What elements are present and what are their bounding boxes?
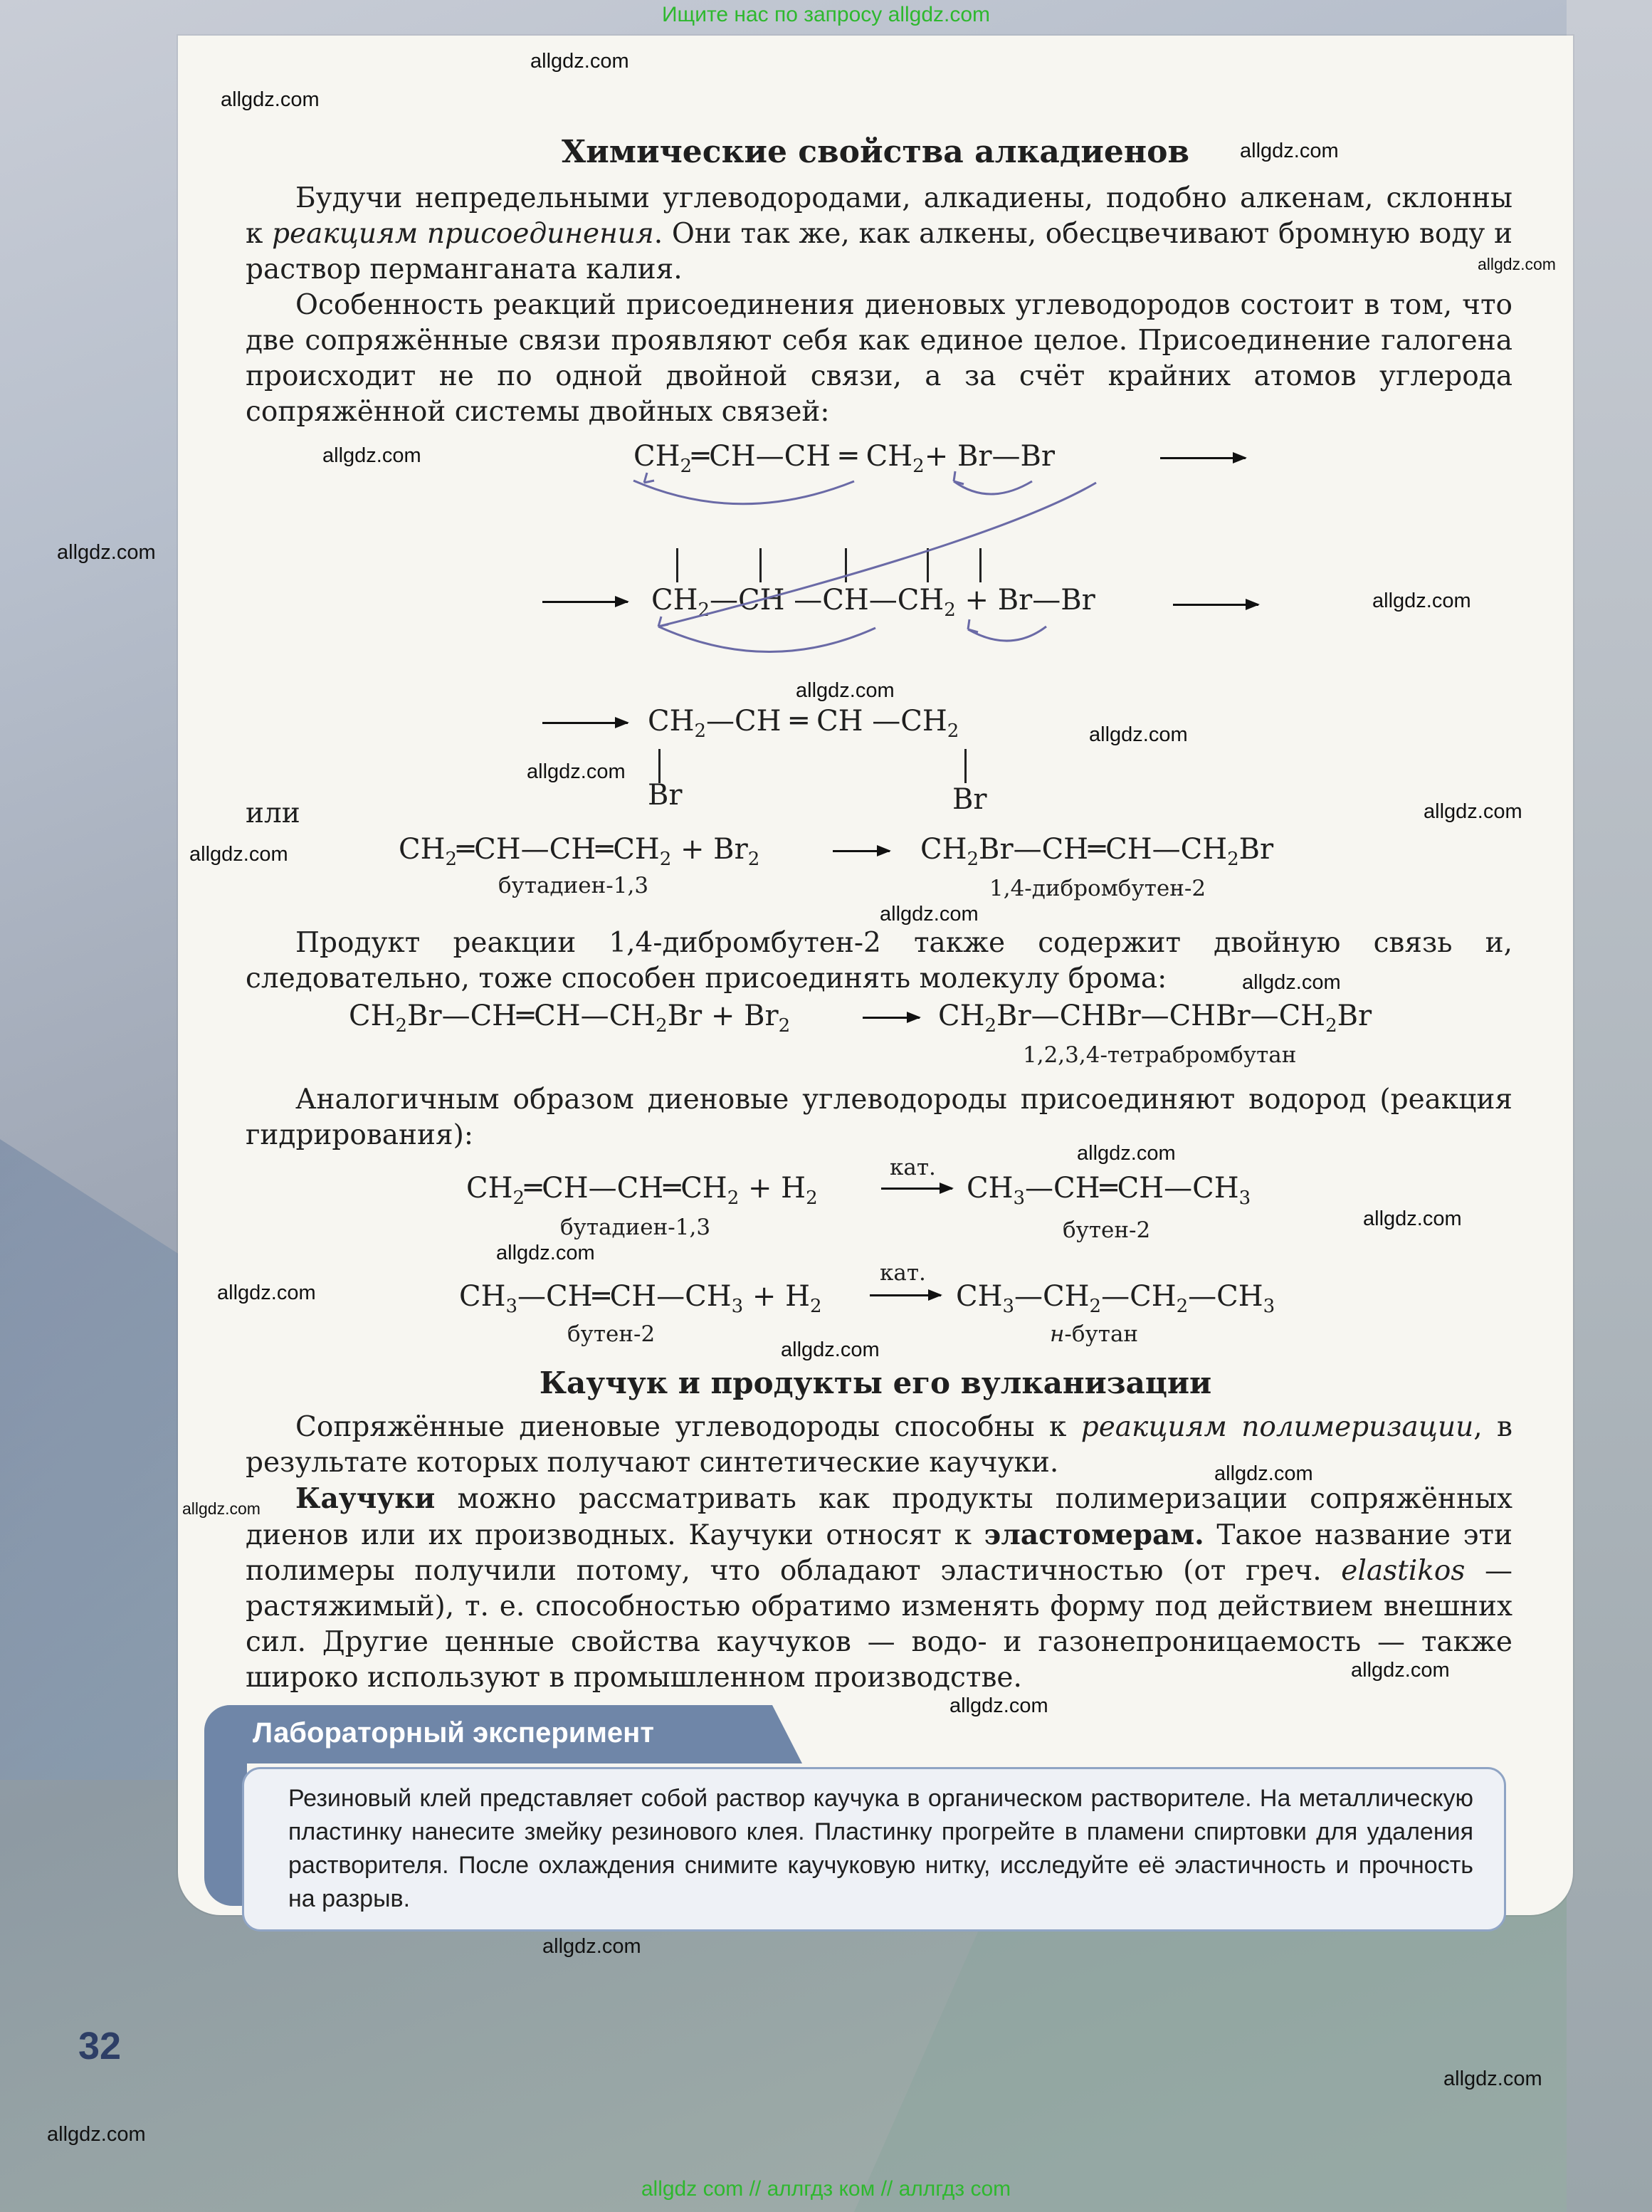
bottom-banner[interactable]: allgdz com // аллгдз ком // аллгдз com <box>641 2177 1011 2201</box>
or-word: или <box>246 797 300 829</box>
compound-label: бутадиен-1,3 <box>560 1215 711 1240</box>
reaction-arrow <box>863 1017 920 1019</box>
page-number: 32 <box>78 2025 122 2067</box>
watermark: allgdz.com <box>1077 1142 1176 1165</box>
compound-label: бутен-2 <box>567 1321 656 1347</box>
watermark: allgdz.com <box>1372 589 1471 612</box>
paragraph: Каучуки можно рассматривать как продукты полимеризации сопряжённых диенов или их производных. Каучуки относят к эластомерам. Такое название эти полимеры получили потому, что обладают эластичностью (от греч. elastikos — растяжимый), т. е. способностью обратимо изменять форму под действием внешних сил. Другие ценные свойства каучуков — водо- и газонепроницаемость — также широко используют в промышленном производстве. <box>246 1482 1512 1694</box>
watermark: allgdz.com <box>496 1242 595 1264</box>
lab-box-title: Лабораторный эксперимент <box>253 1717 654 1749</box>
watermark: allgdz.com <box>949 1694 1048 1717</box>
paragraph: Аналогичным образом диеновые углеводороды присоединяют водород (реакция гидрирования): <box>246 1084 1512 1151</box>
scheme-line-3: $CH_2—CH$ ═ CH $—CH_2$ <box>648 705 959 743</box>
watermark: allgdz.com <box>880 903 979 926</box>
compound-label: бутен-2 <box>1063 1217 1151 1243</box>
paragraph: Продукт реакции 1,4-дибромбутен-2 также содержит двойную связь и, следовательно, тоже способен присоединять молекулу брома: <box>246 927 1512 995</box>
watermark: allgdz.com <box>182 1499 261 1518</box>
watermark: allgdz.com <box>542 1935 641 1958</box>
bromine-atom: Br <box>648 779 683 812</box>
bromine-atom: Br <box>952 783 987 816</box>
paragraph: Особенность реакций присоединения диеновых углеводородов состоит в том, что две сопряжённые связи проявляют себя как единое целое. Присоединение галогена происходит не по одной двойной связи, а за счёт крайних атомов углерода сопряжённой системы двойных связей: <box>246 289 1512 428</box>
watermark: allgdz.com <box>530 50 629 73</box>
top-banner[interactable]: Ищите нас по запросу allgdz.com <box>661 3 991 26</box>
watermark: allgdz.com <box>781 1338 880 1361</box>
reaction-3-reactants: $CH_2═CH—CH═CH_2 + H_2$ <box>466 1172 818 1210</box>
watermark: allgdz.com <box>1351 1659 1450 1682</box>
reaction-3-product: $CH_3—CH═CH—CH_3$ <box>967 1172 1251 1210</box>
watermark: allgdz.com <box>189 843 288 866</box>
reaction-1-reactants: $CH_2═CH—CH═CH_2 + Br_2$ <box>399 833 760 871</box>
section-heading: Химические свойства алкадиенов <box>561 134 1190 170</box>
watermark: allgdz.com <box>1089 723 1188 746</box>
compound-label: 1,2,3,4-тетрабромбутан <box>1023 1042 1297 1068</box>
bond-line <box>658 749 661 783</box>
watermark: allgdz.com <box>796 679 895 702</box>
watermark: allgdz.com <box>1478 255 1556 273</box>
watermark: allgdz.com <box>1240 140 1339 162</box>
watermark: allgdz.com <box>1424 800 1522 823</box>
catalyst-label: кат. <box>880 1260 926 1286</box>
lab-box-text: Резиновый клей представляет собой раствор каучука в органическом растворителе. На металлическую пластинку нанесите змейку резинового клея. Пластинку прогрейте в пламени спиртовки для удаления растворителя. После охлаждения снимите каучуковую нитку, исследуйте её эластичность и прочность на разрыв. <box>288 1785 1473 1912</box>
compound-label: бутадиен-1,3 <box>498 873 649 898</box>
reaction-arrow <box>542 722 628 724</box>
compound-label: н-бутан <box>1050 1321 1139 1347</box>
watermark: allgdz.com <box>47 2123 146 2146</box>
watermark: allgdz.com <box>527 760 626 783</box>
scheme-line-1: $CH_2═CH—CH$ ═ $CH_2+$ Br—Br <box>633 440 1055 478</box>
watermark: allgdz.com <box>1214 1462 1313 1485</box>
reaction-2-reactants: $CH_2Br—CH═CH—CH_2Br + Br_2$ <box>349 1000 791 1037</box>
reaction-4-product: $CH_3—CH_2—CH_2—CH_3$ <box>956 1280 1275 1318</box>
scheme-line-2: $CH_2—CH$ $—CH—CH_2$ + Br—Br <box>651 584 1095 622</box>
reaction-2-product: $CH_2Br—CHBr—CHBr—CH_2Br$ <box>938 1000 1372 1037</box>
watermark: allgdz.com <box>221 88 320 111</box>
paragraph: Сопряжённые диеновые углеводороды способны к реакциям полимеризации, в результате которых получают синтетические каучуки. <box>246 1411 1512 1479</box>
compound-label: 1,4-дибромбутен-2 <box>989 876 1206 901</box>
watermark: allgdz.com <box>57 541 156 564</box>
lab-box-side <box>204 1763 247 1906</box>
watermark: allgdz.com <box>322 444 421 467</box>
catalyst-label: кат. <box>890 1155 936 1180</box>
watermark: allgdz.com <box>217 1281 316 1304</box>
reaction-1-product: $CH_2Br—CH═CH—CH_2Br$ <box>920 833 1274 871</box>
bond-line <box>964 749 967 783</box>
watermark: allgdz.com <box>1363 1207 1462 1230</box>
reaction-arrow <box>870 1294 941 1296</box>
paragraph: Будучи непредельными углеводородами, алкадиены, подобно алкенам, склонны к реакциям присоединения. Они так же, как алкены, обесцвечивают бромную воду и раствор перманганата калия. <box>246 182 1512 285</box>
watermark: allgdz.com <box>1242 971 1341 994</box>
section-heading: Каучук и продукты его вулканизации <box>539 1366 1212 1400</box>
reaction-4-reactants: $CH_3—CH═CH—CH_3 + H_2$ <box>459 1280 822 1318</box>
reaction-arrow <box>881 1188 952 1190</box>
reaction-arrow <box>833 850 890 852</box>
watermark: allgdz.com <box>1443 2067 1542 2090</box>
